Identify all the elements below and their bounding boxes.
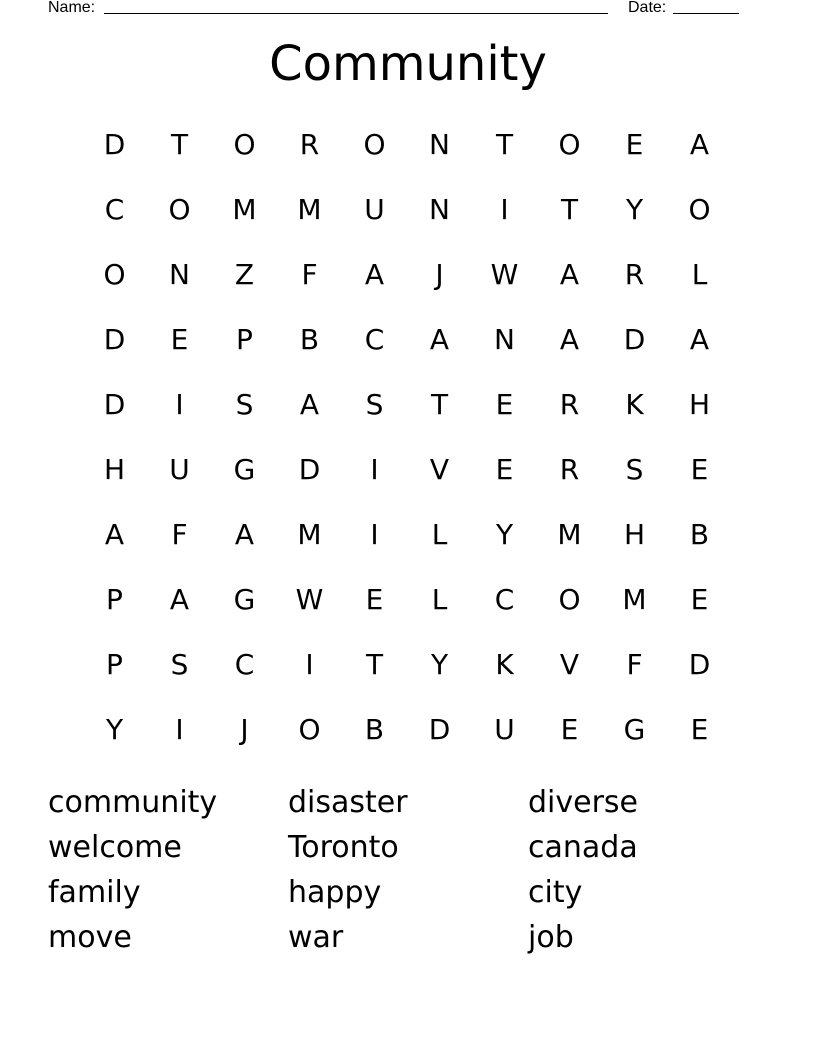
grid-cell: K [495,648,514,681]
grid-cell: R [559,453,580,486]
grid-cell: M [297,193,322,226]
grid-cell: Y [625,193,644,226]
grid-cell: J [435,258,444,291]
grid-cell: I [175,388,184,421]
grid-cell: C [104,193,125,226]
grid-cell: T [170,128,189,161]
header-line [48,0,748,19]
grid-cell: M [622,583,647,616]
grid-cell: K [625,388,644,421]
grid-cell: I [175,713,184,746]
grid-cell: E [495,388,514,421]
grid-cell: S [170,648,189,681]
letter-grid [82,112,732,762]
grid-cell: V [429,453,450,486]
grid-cell: M [557,518,582,551]
grid-cell: N [429,128,450,161]
word-bank-item: community [48,785,218,820]
date-blank-line [673,13,739,14]
word-bank-item: disaster [288,785,408,820]
grid-cell: S [625,453,644,486]
grid-cell: F [626,648,643,681]
grid-cell: H [623,518,646,551]
grid-cell: P [106,583,123,616]
grid-cell: L [431,518,448,551]
grid-cell: D [688,648,711,681]
grid-cell: W [490,258,519,291]
word-bank-item: city [528,875,583,910]
grid-cell: A [429,323,450,356]
grid-cell: S [235,388,254,421]
grid-cell: A [104,518,125,551]
grid-cell: E [690,453,709,486]
grid-cell: I [370,453,379,486]
grid-cell: D [103,323,126,356]
word-bank [48,780,768,960]
grid-cell: G [623,713,646,746]
grid-cell: R [559,388,580,421]
grid-cell: T [365,648,384,681]
grid-cell: F [171,518,188,551]
grid-cell: E [365,583,384,616]
grid-cell: L [691,258,708,291]
grid-cell: E [495,453,514,486]
grid-cell: C [364,323,385,356]
grid-cell: A [559,258,580,291]
grid-cell: C [494,583,515,616]
grid-cell: I [305,648,314,681]
grid-cell: R [299,128,320,161]
grid-cell: O [298,713,321,746]
grid-cell: D [103,388,126,421]
grid-cell: P [236,323,253,356]
grid-cell: O [168,193,191,226]
name-label: Name: [48,0,96,16]
grid-cell: L [431,583,448,616]
grid-cell: G [233,453,256,486]
word-bank-item: Toronto [288,830,399,865]
grid-cell: U [364,193,385,226]
grid-cell: O [103,258,126,291]
word-bank-item: diverse [528,785,639,820]
grid-cell: U [169,453,190,486]
grid-cell: B [364,713,385,746]
grid-cell: E [625,128,644,161]
grid-cell: R [624,258,645,291]
grid-cell: A [234,518,255,551]
grid-cell: D [623,323,646,356]
grid-cell: T [430,388,449,421]
grid-cell: T [560,193,579,226]
grid-cell: G [233,583,256,616]
grid-cell: D [428,713,451,746]
grid-cell: N [429,193,450,226]
grid-cell: F [301,258,318,291]
grid-cell: V [559,648,580,681]
grid-cell: A [299,388,320,421]
word-bank-item: family [48,875,141,910]
grid-cell: Y [495,518,514,551]
grid-cell: P [106,648,123,681]
grid-cell: O [688,193,711,226]
date-label: Date: [628,0,667,16]
grid-cell: D [103,128,126,161]
grid-cell: E [690,583,709,616]
grid-cell: Z [234,258,255,291]
grid-cell: A [559,323,580,356]
grid-cell: A [364,258,385,291]
grid-cell: J [240,713,249,746]
grid-cell: B [689,518,710,551]
grid-cell: O [363,128,386,161]
grid-cell: E [170,323,189,356]
grid-cell: S [365,388,384,421]
grid-cell: D [298,453,321,486]
grid-cell: C [234,648,255,681]
grid-cell: B [299,323,320,356]
grid-cell: I [500,193,509,226]
grid-cell: E [690,713,709,746]
grid-cell: M [232,193,257,226]
grid-cell: O [558,583,581,616]
grid-cell: T [495,128,514,161]
grid-cell: H [688,388,711,421]
grid-cell: A [689,128,710,161]
grid-cell: I [370,518,379,551]
grid-cell: N [494,323,515,356]
word-bank-item: war [288,920,344,955]
grid-cell: Y [430,648,449,681]
word-bank-item: move [48,920,132,955]
grid-cell: A [169,583,190,616]
grid-cell: O [233,128,256,161]
grid-cell: W [295,583,324,616]
grid-cell: H [103,453,126,486]
grid-cell: A [689,323,710,356]
word-bank-item: happy [288,875,382,910]
name-blank-line [104,13,608,14]
grid-cell: Y [105,713,124,746]
puzzle-title: Community [269,36,547,92]
grid-cell: E [560,713,579,746]
grid-cell: M [297,518,322,551]
grid-cell: N [169,258,190,291]
word-bank-item: canada [528,830,638,865]
grid-cell: O [558,128,581,161]
word-bank-item: job [528,920,574,955]
word-bank-item: welcome [48,830,182,865]
grid-cell: U [494,713,515,746]
